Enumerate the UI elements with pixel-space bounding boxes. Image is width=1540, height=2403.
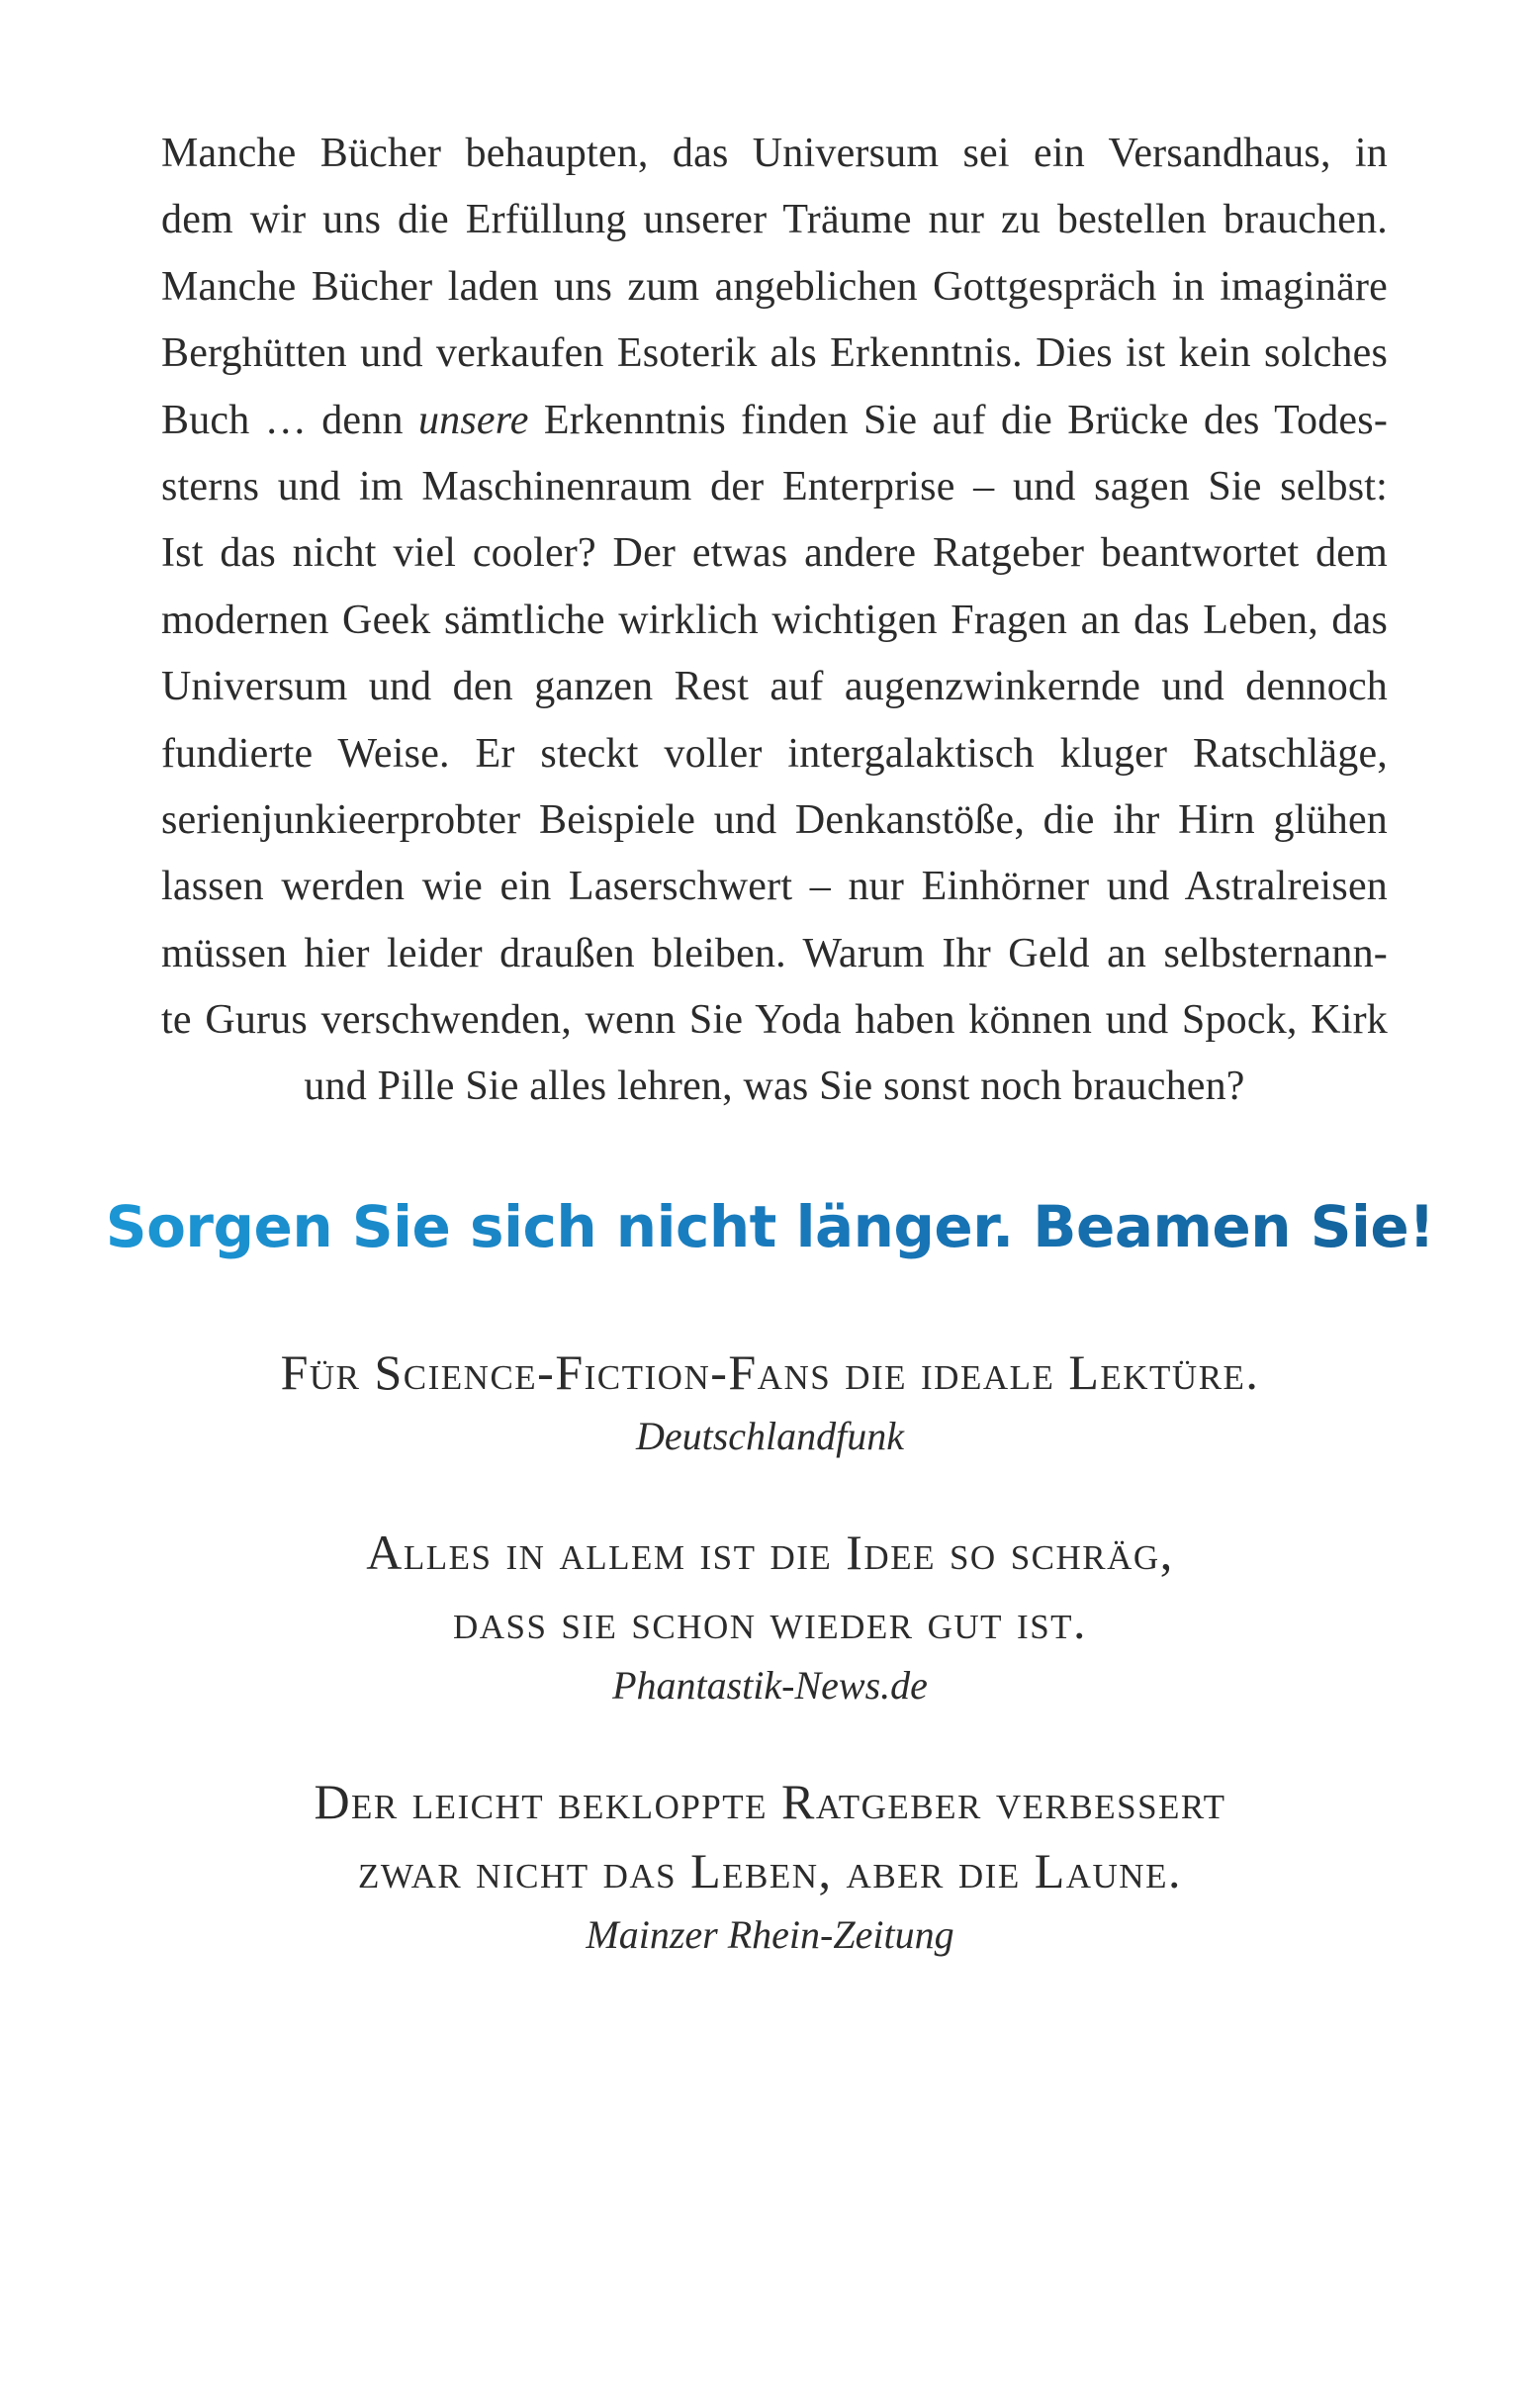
quote-line: dass sie schon wieder gut ist. <box>452 1594 1088 1649</box>
press-quote <box>0 1518 1540 1715</box>
quote-source: Deutschlandfunk <box>635 1414 905 1458</box>
quote-line: Der leicht bekloppte Ratgeber verbessert <box>314 1774 1226 1829</box>
press-quote <box>0 1338 1540 1466</box>
quote-source: Phantastik-News.de <box>612 1663 928 1708</box>
blurb-line: modernen Geek sämtliche wirklich wichtigen Fragen an das Leben, das <box>161 597 1388 643</box>
blurb-text <box>161 121 1388 1121</box>
quote-line: Alles in allem ist die Idee so schräg, <box>366 1525 1174 1580</box>
headline: Sorgen Sie sich nicht länger. Beamen Sie! <box>0 1187 1540 1266</box>
blurb-line-suffix: Erkenntnis finden Sie auf die Brücke des Todes- <box>543 397 1389 443</box>
blurb-line: Manche Bücher laden uns zum angeblichen Gottgespräch in imaginäre <box>161 263 1388 310</box>
blurb-line-last: und Pille Sie alles lehren, was Sie sonst noch brauchen? <box>304 1063 1245 1110</box>
blurb-line: Universum und den ganzen Rest auf augenzwinkernde und dennoch <box>161 664 1388 710</box>
press-quote <box>0 1767 1540 1965</box>
blurb-line: sterns und im Maschinenraum der Enterprise – und sagen Sie selbst: <box>161 463 1388 509</box>
quote-line: zwar nicht das Leben, aber die Laune. <box>358 1843 1182 1898</box>
blurb-line-prefix: Buch … denn <box>161 397 404 443</box>
blurb-emphasis: unsere <box>417 397 529 443</box>
blurb-line-with-emphasis <box>161 388 1388 454</box>
press-quotes <box>0 1338 1540 1965</box>
quote-source: Mainzer Rhein-Zeitung <box>586 1912 954 1957</box>
blurb-line: Berghütten und verkaufen Esoterik als Erkenntnis. Dies ist kein solches <box>161 330 1388 377</box>
blurb-line: Ist das nicht viel cooler? Der etwas andere Ratgeber beantwortet dem <box>161 530 1388 577</box>
blurb-line: te Gurus verschwenden, wenn Sie Yoda haben können und Spock, Kirk <box>161 997 1388 1044</box>
blurb-line: dem wir uns die Erfüllung unserer Träume nur zu bestellen brauchen. <box>161 197 1388 243</box>
blurb-line: müssen hier leider draußen bleiben. Warum Ihr Geld an selbsternann- <box>161 930 1388 976</box>
quote-line: Für Science-Fiction-Fans die ideale Lektüre. <box>280 1344 1260 1400</box>
blurb-line: Manche Bücher behaupten, das Universum sei ein Versandhaus, in <box>161 131 1388 176</box>
blurb-line: serienjunkieerprobter Beispiele und Denkanstöße, die ihr Hirn glühen <box>161 796 1388 843</box>
blurb-line: fundierte Weise. Er steckt voller intergalaktisch kluger Ratschläge, <box>161 730 1388 777</box>
blurb-line: lassen werden wie ein Laserschwert – nur Einhörner und Astralreisen <box>161 864 1388 910</box>
